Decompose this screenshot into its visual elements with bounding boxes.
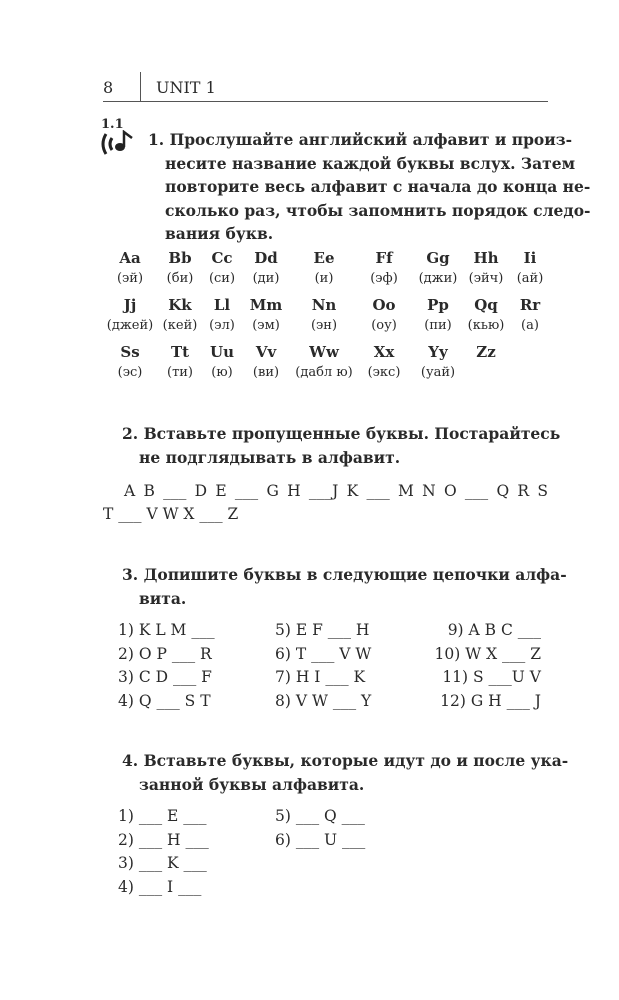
letter: Bb — [168, 249, 192, 267]
alphabet-letter — [520, 296, 540, 333]
letter: Zz — [476, 343, 496, 361]
exercise-1-instructions — [148, 128, 591, 246]
alphabet-letter — [209, 296, 235, 333]
letter: Pp — [427, 296, 449, 314]
alphabet-letter — [368, 343, 401, 380]
pronunciation: (ти) — [167, 365, 193, 380]
exercise-item: 9) A B C ___ — [447, 621, 541, 639]
exercise-item: 1) ___ E ___ — [118, 807, 207, 825]
pronunciation: (ай) — [516, 271, 544, 286]
pronunciation: (кью) — [467, 318, 505, 333]
pronunciation: (дабл ю) — [295, 365, 353, 380]
instruction-line: 1. Прослушайте английский алфавит и произ- — [148, 130, 573, 149]
letter: Qq — [474, 296, 498, 314]
audio-icon — [100, 130, 140, 162]
exercise-item: 5) ___ Q ___ — [275, 807, 365, 825]
instruction-line: занной буквы алфавита. — [139, 774, 365, 794]
alphabet-letter — [209, 249, 235, 286]
pronunciation: (джи) — [418, 271, 458, 286]
letter: Ff — [375, 249, 393, 267]
alphabet-letter — [469, 249, 504, 286]
alphabet-letter — [370, 249, 398, 286]
instruction-line: не подглядывать в алфавит. — [139, 447, 401, 467]
letter: Ll — [213, 296, 231, 314]
alphabet-letter — [314, 249, 335, 286]
instruction-line: 2. Вставьте пропущенные буквы. Постарайтесь — [122, 424, 561, 443]
letter-sequence: T ___ V W X ___ Z — [103, 505, 239, 523]
letter: Hh — [473, 249, 499, 267]
alphabet-letter — [250, 296, 282, 333]
alphabet-letter — [421, 343, 455, 380]
alphabet-row — [103, 296, 548, 343]
alphabet-letter — [107, 296, 153, 333]
exercise-item: 6) T ___ V W — [275, 644, 372, 663]
alphabet-letter — [210, 343, 234, 380]
pronunciation: (ви) — [252, 365, 280, 380]
letter: Xx — [373, 343, 395, 361]
letter: Ww — [309, 343, 339, 361]
instruction-line: 4. Вставьте буквы, которые идут до и после ука- — [122, 751, 569, 770]
pronunciation: (экс) — [367, 365, 401, 380]
pronunciation: (эм) — [252, 318, 280, 333]
pronunciation: (ю) — [211, 365, 233, 380]
exercise-3-instructions — [122, 563, 567, 610]
alphabet-letter — [117, 249, 143, 286]
alphabet-letter — [371, 296, 397, 333]
instruction-line: сколько раз, чтобы запомнить порядок следо- — [165, 200, 591, 220]
instruction-line: повторите весь алфавит с начала до конца не- — [165, 177, 591, 197]
exercise-item: 4) ___ I ___ — [118, 877, 202, 896]
pronunciation: (кей) — [162, 318, 198, 333]
pronunciation: (пи) — [424, 318, 452, 333]
exercise-item: 3) ___ K ___ — [118, 854, 207, 872]
letter: Dd — [254, 249, 278, 267]
unit-title: UNIT 1 — [156, 78, 216, 97]
alphabet-letter — [311, 296, 337, 333]
exercise-item: 11) S ___U V — [442, 668, 541, 686]
alphabet-letter — [253, 249, 280, 286]
exercise-item: 2) ___ H ___ — [118, 830, 209, 849]
pronunciation: (ди) — [252, 271, 280, 286]
exercise-item: 3) C D ___ F — [118, 668, 212, 686]
alphabet-table — [103, 249, 548, 390]
exercise-item: 2) O P ___ R — [118, 644, 212, 663]
pronunciation: (эн) — [310, 318, 338, 333]
alphabet-letter — [167, 249, 194, 286]
header-divider — [140, 72, 141, 102]
pronunciation: (эйч) — [468, 271, 504, 286]
exercise-4-instructions — [122, 749, 569, 796]
alphabet-letter — [118, 343, 143, 380]
instruction-line: вания букв. — [165, 224, 274, 244]
track-number: 1.1 — [101, 117, 124, 132]
alphabet-row — [103, 343, 548, 390]
pronunciation: (а) — [521, 318, 539, 333]
instruction-line: вита. — [139, 588, 187, 608]
alphabet-letter — [517, 249, 544, 286]
alphabet-letter — [476, 343, 495, 365]
letter: Jj — [123, 296, 137, 314]
letter: Oo — [372, 296, 396, 314]
pronunciation: (эс) — [117, 365, 143, 380]
exercise-item: 8) V W ___ Y — [275, 691, 372, 710]
exercise-item: 12) G H ___ J — [440, 691, 541, 710]
letter: Ee — [313, 249, 335, 267]
letter: Rr — [519, 296, 541, 314]
letter: Nn — [311, 296, 337, 314]
alphabet-letter — [295, 343, 352, 380]
letter: Cc — [211, 249, 233, 267]
pronunciation: (эл) — [209, 318, 235, 333]
pronunciation: (эф) — [370, 271, 398, 286]
letter: Tt — [170, 343, 190, 361]
letter: Uu — [210, 343, 234, 361]
pronunciation: (эй) — [116, 271, 144, 286]
alphabet-letter — [167, 343, 193, 380]
letter: Ii — [523, 249, 537, 267]
letter: Aa — [119, 249, 141, 267]
letter: Vv — [255, 343, 277, 361]
instruction-line: 3. Допишите буквы в следующие цепочки алфа- — [122, 565, 567, 584]
alphabet-letter — [163, 296, 198, 333]
letter: Kk — [168, 296, 192, 314]
alphabet-row — [103, 249, 548, 296]
exercise-item: 10) W X ___ Z — [434, 644, 541, 663]
exercise-item: 4) Q ___ S T — [118, 691, 211, 710]
exercise-2-instructions — [122, 422, 561, 469]
alphabet-letter — [468, 296, 505, 333]
pronunciation: (джей) — [106, 318, 154, 333]
letter: Ss — [120, 343, 140, 361]
alphabet-letter — [419, 249, 458, 286]
pronunciation: (би) — [166, 271, 194, 286]
page-number: 8 — [103, 78, 114, 97]
letter: Mm — [249, 296, 283, 314]
pronunciation: (и) — [314, 271, 334, 286]
alphabet-letter — [253, 343, 279, 380]
letter: Gg — [426, 249, 450, 267]
pronunciation: (си) — [208, 271, 236, 286]
exercise-item: 7) H I ___ K — [275, 668, 366, 686]
header-rule — [103, 101, 548, 102]
exercise-item: 6) ___ U ___ — [275, 830, 366, 849]
letter-sequence: A B ___ D E ___ G H ___J K ___ M N O ___ Q R S — [124, 482, 548, 500]
letter: Yy — [428, 343, 448, 361]
pronunciation: (уай) — [420, 365, 456, 380]
pronunciation: (оу) — [371, 318, 397, 333]
instruction-line: несите название каждой буквы вслух. Затем — [165, 153, 576, 173]
exercise-item: 1) K L M ___ — [118, 621, 215, 639]
alphabet-letter — [424, 296, 451, 333]
exercise-item: 5) E F ___ H — [275, 621, 370, 639]
